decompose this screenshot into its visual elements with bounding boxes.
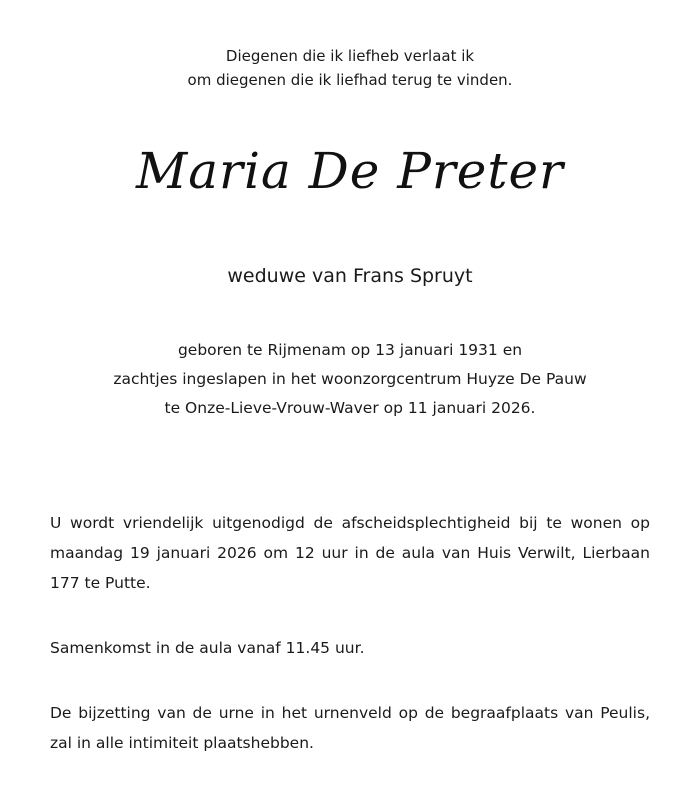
quote-line-2: om diegenen die ik liefhad terug te vinden. <box>187 71 513 89</box>
birth-death-details <box>0 336 700 423</box>
invitation-paragraph: U wordt vriendelijk uitgenodigd de afscheidsplechtigheid bij te wonen op maandag 19 januari 2026 om 12 uur in de aula van Huis Verwilt, Lierbaan 177 te Putte. <box>50 514 650 592</box>
birth-line-1: geboren te Rijmenam op 13 januari 1931 en <box>177 341 523 359</box>
deceased-name: Maria De Preter <box>136 142 564 200</box>
memorial-quote <box>0 44 700 92</box>
widow-of-line: weduwe van Frans Spruyt <box>227 265 473 287</box>
birth-line-3: te Onze-Lieve-Vrouw-Waver op 11 januari 2026. <box>164 399 536 417</box>
burial-paragraph: De bijzetting van de urne in het urnenveld op de begraafplaats van Peulis, zal in alle intimiteit plaatshebben. <box>50 704 650 752</box>
birth-line-2: zachtjes ingeslapen in het woonzorgcentrum Huyze De Pauw <box>113 370 587 388</box>
quote-line-1: Diegenen die ik liefheb verlaat ik <box>225 47 475 65</box>
gathering-paragraph: Samenkomst in de aula vanaf 11.45 uur. <box>50 639 365 657</box>
